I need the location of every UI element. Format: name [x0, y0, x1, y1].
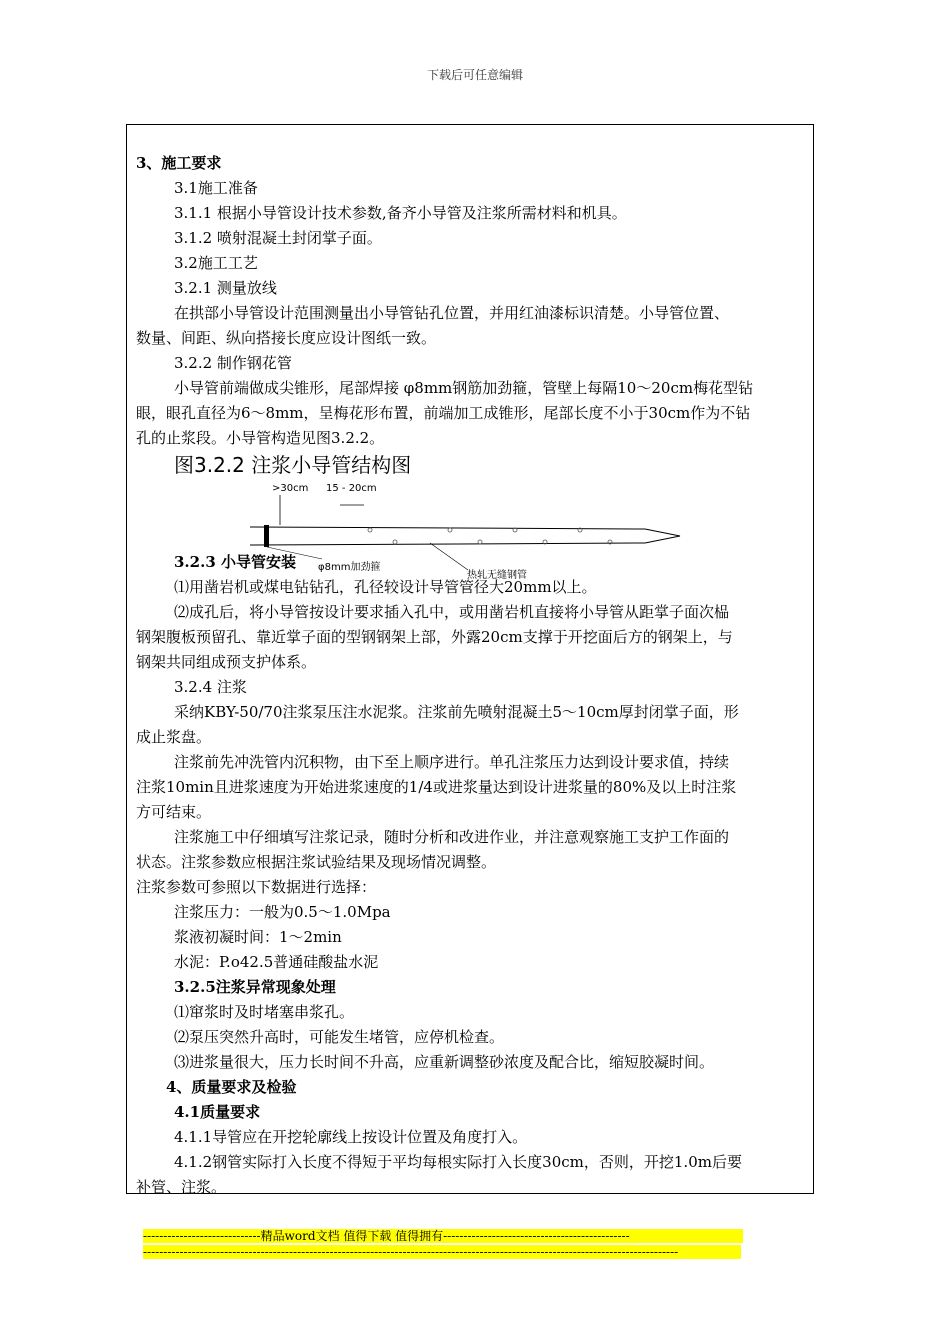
- text-line: 4.1.1导管应在开挖轮廓线上按设计位置及角度打入。: [174, 1128, 528, 1146]
- text-line: 4.1质量要求: [174, 1103, 261, 1121]
- text-line: 3.2.1 测量放线: [174, 279, 277, 297]
- footer-line-1: -----------------------------精品word文档 值得下载 值得拥有----------------------------------------------: [143, 1229, 743, 1243]
- text-line: ⑵泵压突然升高时，可能发生堵管，应停机检查。: [174, 1028, 505, 1046]
- text-line: 注浆前先冲洗管内沉积物，由下至上顺序进行。单孔注浆压力达到设计要求值，持续: [174, 753, 730, 771]
- pipe-bottom-edge: [250, 543, 645, 545]
- text-line: 注浆10min且进浆速度为开始进浆速度的1/4或进浆量达到设计进浆量的80%及以上时注浆: [136, 778, 737, 796]
- figure-title: 图3.2.2 注浆小导管结构图: [174, 453, 412, 477]
- text-line: 状态。注浆参数应根据注浆试验结果及现场情况调整。: [136, 853, 497, 871]
- figure-label-pipe: 热轧无缝钢管: [467, 570, 527, 581]
- text-line: 钢架共同组成预支护体系。: [136, 653, 317, 671]
- text-line: 补管、注浆。: [136, 1178, 227, 1196]
- text-line: ⑴用凿岩机或煤电钻钻孔，孔径较设计导管管径大20mm以上。: [174, 578, 597, 596]
- text-line: 4.1.2钢管实际打入长度不得短于平均每根实际打入长度30cm，否则，开挖1.0m后要: [174, 1153, 742, 1171]
- text-line: 在拱部小导管设计范围测量出小导管钻孔位置，并用红油漆标识清楚。小导管位置、: [174, 304, 730, 322]
- text-line: 3.2.2 制作钢花管: [174, 354, 292, 372]
- figure-label-hoop: φ8mm加劲箍: [318, 562, 381, 573]
- text-line: 水泥：P.o42.5普通硅酸盐水泥: [174, 953, 379, 971]
- text-line: 注浆施工中仔细填写注浆记录，随时分析和改进作业，并注意观察施工支护工作面的: [174, 828, 730, 846]
- page-header: 下载后可任意编辑: [426, 68, 523, 82]
- grout-holes: [368, 528, 612, 544]
- text-line: 数量、间距、纵向搭接长度应设计图纸一致。: [136, 329, 437, 347]
- hoop-leader: [267, 547, 322, 559]
- text-line: 注浆参数可参照以下数据进行选择：: [136, 878, 377, 896]
- text-line: 小导管前端做成尖锥形，尾部焊接 φ8mm钢筋加劲箍，管壁上每隔10～20cm梅花型钻: [174, 379, 754, 397]
- text-line: 注浆压力：一般为0.5～1.0Mpa: [174, 903, 391, 921]
- text-line: 3.1.2 喷射混凝土封闭掌子面。: [174, 229, 382, 247]
- text-line: 3.2.3 小导管安装: [174, 553, 296, 571]
- text-line: 浆液初凝时间：1～2min: [174, 928, 342, 946]
- pipe-leader: [430, 543, 468, 570]
- pipe-top-edge: [250, 527, 645, 529]
- text-line: 钢架腹板预留孔、靠近掌子面的型钢钢架上部，外露20cm支撑于开挖面后方的钢架上，与: [136, 628, 733, 646]
- text-line: ⑶进浆量很大，压力长时间不升高，应重新调整砂浓度及配合比，缩短胶凝时间。: [174, 1053, 715, 1071]
- hoop-mark: [264, 525, 269, 547]
- text-line: 采纳KBY-50/70注浆泵压注水泥浆。注浆前先喷射混凝土5～10cm厚封闭掌子面，形: [174, 703, 739, 721]
- text-line: 成止浆盘。: [136, 728, 212, 746]
- text-line: 3、施工要求: [136, 154, 222, 172]
- text-line: ⑴窜浆时及时堵塞串浆孔。: [174, 1003, 355, 1021]
- text-line: 3.1施工准备: [174, 179, 258, 197]
- text-line: 3.1.1 根据小导管设计技术参数,备齐小导管及注浆所需材料和机具。: [174, 204, 627, 222]
- text-line: 3.2.5注浆异常现象处理: [174, 978, 336, 996]
- footer-line-2: ------------------------------------------------------------------------------------------------------------------------------------: [143, 1245, 741, 1259]
- text-line: 3.2.4 注浆: [174, 678, 247, 696]
- text-line: 4、质量要求及检验: [166, 1078, 297, 1096]
- pipe-diagram: [240, 495, 690, 585]
- text-line: 方可结束。: [136, 803, 212, 821]
- text-line: ⑵成孔后，将小导管按设计要求插入孔中，或用凿岩机直接将小导管从距掌子面次榀: [174, 603, 730, 621]
- text-line: 3.2施工工艺: [174, 254, 258, 272]
- figure-label-spacing: 15 - 20cm: [326, 483, 377, 494]
- text-line: 孔的止浆段。小导管构造见图3.2.2。: [136, 429, 385, 447]
- pipe-tip: [645, 529, 680, 543]
- text-line: 眼，眼孔直径为6～8mm，呈梅花形布置，前端加工成锥形，尾部长度不小于30cm作为不钻: [136, 404, 751, 422]
- figure-label-tail: >30cm: [272, 483, 309, 494]
